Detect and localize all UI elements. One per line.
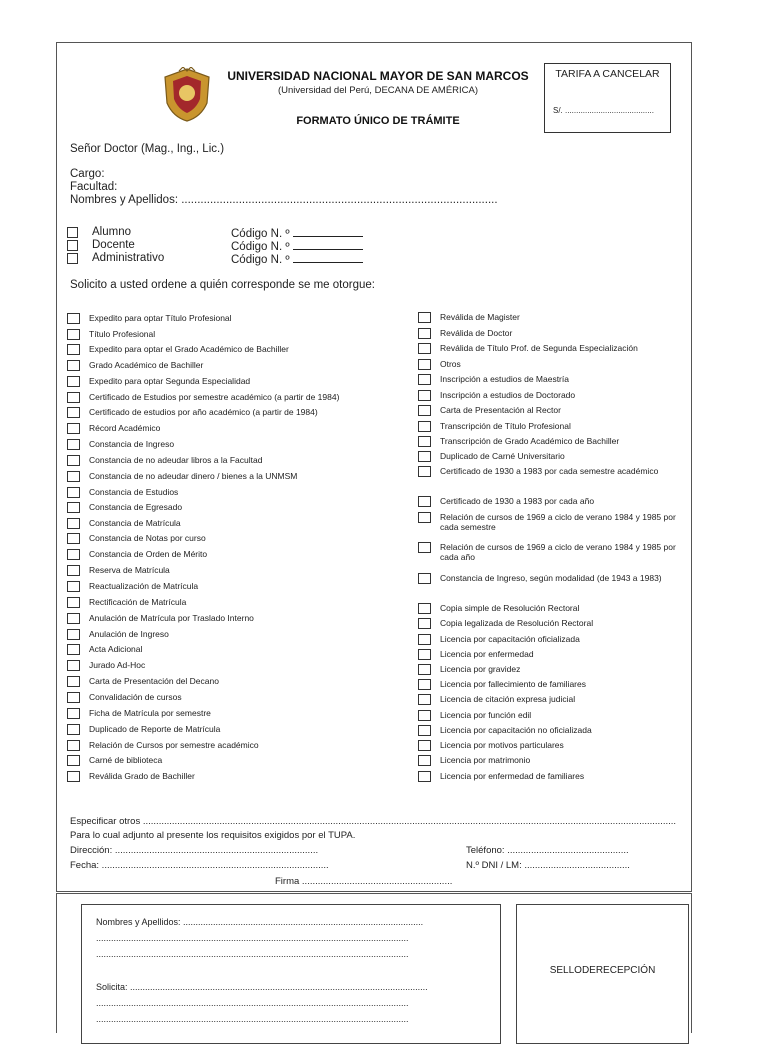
option-checkbox[interactable] [418,374,431,385]
option-checkbox[interactable] [67,407,80,418]
option-label: Licencia por fallecimiento de familiares [440,679,586,689]
option-checkbox[interactable] [67,724,80,735]
option-label: Anulación de Ingreso [89,629,169,639]
option-item[interactable] [67,771,397,793]
option-label: Grado Académico de Bachiller [89,360,204,370]
option-label: Licencia por motivos particulares [440,740,564,750]
option-checkbox[interactable] [67,629,80,640]
option-label: Certificado de 1930 a 1983 por cada semestre académico [440,466,659,476]
receipt-dotted-line[interactable]: ............................................................................................................................. [96,1014,409,1024]
option-checkbox[interactable] [67,502,80,513]
solicito-text: Solicito a usted ordene a quién corresponde se me otorgue: [70,279,375,291]
option-label: Duplicado de Reporte de Matrícula [89,724,221,734]
option-checkbox[interactable] [67,518,80,529]
option-label: Expedito para optar Título Profesional [89,313,232,323]
option-label: Copia legalizada de Resolución Rectoral [440,618,594,628]
option-checkbox[interactable] [418,618,431,629]
stamp-label: SELLODERECEPCIÓN [549,965,656,976]
facultad-field[interactable]: Facultad: [70,181,118,193]
role-checkbox-alumno[interactable] [67,227,78,238]
option-checkbox[interactable] [418,421,431,432]
option-label: Constancia de Notas por curso [89,533,206,543]
firma-field[interactable]: Firma ......................................................... [275,876,453,887]
option-label: Inscripción a estudios de Maestría [440,374,569,384]
role-row-docente [67,239,367,252]
receipt-details-box [81,904,501,1044]
option-checkbox[interactable] [418,390,431,401]
option-label: Récord Académico [89,423,161,433]
option-item[interactable] [418,466,680,488]
option-label: Carta de Presentación del Decano [89,676,219,686]
option-label: Reactualización de Matrícula [89,581,199,591]
option-checkbox[interactable] [418,603,431,614]
option-checkbox[interactable] [67,676,80,687]
dni-field[interactable]: N.º DNI / LM: ........................................ [466,860,630,871]
option-label: Ficha de Matrícula por semestre [89,708,211,718]
option-checkbox[interactable] [67,344,80,355]
option-checkbox[interactable] [67,439,80,450]
role-row-alumno [67,226,367,239]
option-label: Otros [440,359,461,369]
option-item[interactable] [418,512,680,534]
tarifa-box [544,63,671,133]
tarifa-label: TARIFA A CANCELAR [555,68,660,80]
option-label: Expedito para optar Segunda Especialidad [89,376,251,386]
option-label: Copia simple de Resolución Rectoral [440,603,580,613]
option-checkbox[interactable] [67,755,80,766]
role-checkbox-docente[interactable] [67,240,78,251]
tramite-form [56,42,692,892]
option-checkbox[interactable] [67,581,80,592]
option-label: Constancia de Orden de Mérito [89,549,208,559]
receipt-dotted-line[interactable]: ............................................................................................................................. [96,949,409,959]
direccion-field[interactable]: Dirección: ............................................................................. [70,845,319,856]
option-label: Certificado de 1930 a 1983 por cada año [440,496,595,506]
option-label: Constancia de no adeudar libros a la Facultad [89,455,263,465]
option-label: Constancia de Matrícula [89,518,181,528]
code-field-docente[interactable]: Código N. º [231,239,363,254]
option-checkbox[interactable] [67,565,80,576]
option-checkbox[interactable] [67,313,80,324]
option-checkbox[interactable] [67,660,80,671]
option-label: Inscripción a estudios de Doctorado [440,390,576,400]
option-checkbox[interactable] [67,471,80,482]
role-label: Administrativo [92,252,165,264]
option-label: Licencia por capacitación no oficializada [440,725,592,735]
code-field-administrativo[interactable]: Código N. º [231,252,363,267]
tarifa-amount-field[interactable]: S/. ........................................ [553,106,654,115]
option-item[interactable] [418,542,680,564]
receipt-dotted-line[interactable]: ............................................................................................................................. [96,998,409,1008]
option-checkbox[interactable] [418,694,431,705]
option-label: Licencia por capacitación oficializada [440,634,580,644]
option-checkbox[interactable] [418,664,431,675]
nombres-field[interactable]: Nombres y Apellidos: ................................................................................................... [70,194,498,206]
option-label: Reválida de Título Prof. de Segunda Especialización [440,343,638,353]
option-label: Título Profesional [89,329,156,339]
adjunto-text: Para lo cual adjunto al presente los requisitos exigidos por el TUPA. [70,830,356,841]
option-checkbox[interactable] [418,573,431,584]
option-label: Relación de cursos de 1969 a ciclo de verano 1984 y 1985 por cada semestre [440,512,676,532]
option-label: Licencia por matrimonio [440,755,531,765]
option-checkbox[interactable] [67,329,80,340]
option-checkbox[interactable] [67,771,80,782]
option-checkbox[interactable] [67,740,80,751]
option-label: Constancia de Ingreso [89,439,175,449]
role-row-administrativo [67,252,367,265]
option-label: Constancia de Egresado [89,502,183,512]
option-checkbox[interactable] [67,708,80,719]
option-checkbox[interactable] [67,376,80,387]
especificar-otros-field[interactable]: Especificar otros .......................................................................................................................................................................................................... [70,816,677,827]
option-checkbox[interactable] [418,451,431,462]
option-label: Licencia por enfermedad [440,649,534,659]
option-label: Relación de Cursos por semestre académico [89,740,259,750]
option-checkbox[interactable] [418,466,431,477]
option-checkbox[interactable] [418,740,431,751]
option-checkbox[interactable] [418,649,431,660]
role-label: Alumno [92,226,131,238]
role-checkbox-administrativo[interactable] [67,253,78,264]
option-label: Certificado de estudios por año académico (a partir de 1984) [89,407,318,417]
option-checkbox[interactable] [418,542,431,553]
option-checkbox[interactable] [418,343,431,354]
option-checkbox[interactable] [418,710,431,721]
option-item[interactable] [418,771,680,793]
role-label: Docente [92,239,135,251]
option-checkbox[interactable] [67,392,80,403]
option-checkbox[interactable] [418,725,431,736]
option-label: Reválida de Doctor [440,328,513,338]
option-checkbox[interactable] [67,487,80,498]
option-label: Carné de biblioteca [89,755,163,765]
option-label: Transcripción de Grado Académico de Bachiller [440,436,620,446]
university-crest-icon [161,67,213,123]
option-checkbox[interactable] [67,692,80,703]
option-checkbox[interactable] [418,405,431,416]
option-label: Carta de Presentación al Rector [440,405,561,415]
university-name: UNIVERSIDAD NACIONAL MAYOR DE SAN MARCOS [227,69,529,83]
option-label: Reválida Grado de Bachiller [89,771,195,781]
reception-stamp-box [516,904,689,1044]
fecha-field[interactable]: Fecha: ...................................................................................... [70,860,329,871]
option-checkbox[interactable] [418,512,431,523]
option-label: Constancia de no adeudar dinero / bienes a la UNMSM [89,471,298,481]
salutation: Señor Doctor (Mag., Ing., Lic.) [70,143,225,155]
receipt-section [56,893,692,1033]
option-label: Relación de cursos de 1969 a ciclo de verano 1984 y 1985 por cada año [440,542,676,562]
option-label: Certificado de Estudios por semestre académico (a partir de 1984) [89,392,340,402]
form-title: FORMATO ÚNICO DE TRÁMITE [296,115,460,127]
option-label: Licencia por función edil [440,710,532,720]
option-label: Duplicado de Carné Universitario [440,451,565,461]
receipt-solicita-field[interactable]: Solicita: ....................................................................................................................... [96,982,428,992]
option-checkbox[interactable] [418,771,431,782]
option-label: Anulación de Matrícula por Traslado Interno [89,613,254,623]
option-label: Jurado Ad-Hoc [89,660,146,670]
option-checkbox[interactable] [67,360,80,371]
option-label: Reválida de Magister [440,312,520,322]
option-label: Constancia de Ingreso, según modalidad (de 1943 a 1983) [440,573,662,583]
option-label: Licencia de citación expresa judicial [440,694,576,704]
option-item[interactable] [418,573,680,595]
option-label: Transcripción de Título Profesional [440,421,571,431]
university-subtitle: (Universidad del Perú, DECANA DE AMÉRICA) [277,85,479,96]
option-label: Rectificación de Matrícula [89,597,187,607]
option-checkbox[interactable] [418,634,431,645]
option-checkbox[interactable] [418,359,431,370]
code-field-alumno[interactable]: Código N. º [231,226,363,241]
option-label: Convalidación de cursos [89,692,182,702]
telefono-field[interactable]: Teléfono: .............................................. [466,845,629,856]
option-checkbox[interactable] [67,613,80,624]
option-checkbox[interactable] [67,423,80,434]
option-checkbox[interactable] [67,549,80,560]
option-checkbox[interactable] [418,328,431,339]
option-label: Expedito para optar el Grado Académico de Bachiller [89,344,289,354]
option-checkbox[interactable] [418,755,431,766]
option-label: Constancia de Estudios [89,487,179,497]
option-checkbox[interactable] [67,533,80,544]
option-checkbox[interactable] [418,312,431,323]
receipt-nombres-field[interactable]: Nombres y Apellidos: ................................................................................................ [96,917,424,927]
option-label: Licencia por enfermedad de familiares [440,771,585,781]
receipt-dotted-line[interactable]: ............................................................................................................................. [96,933,409,943]
option-checkbox[interactable] [67,597,80,608]
option-checkbox[interactable] [67,644,80,655]
option-checkbox[interactable] [418,679,431,690]
option-checkbox[interactable] [418,436,431,447]
cargo-field[interactable]: Cargo: [70,168,105,180]
option-label: Licencia por gravidez [440,664,521,674]
option-label: Acta Adicional [89,644,143,654]
option-checkbox[interactable] [67,455,80,466]
option-checkbox[interactable] [418,496,431,507]
option-label: Reserva de Matrícula [89,565,170,575]
